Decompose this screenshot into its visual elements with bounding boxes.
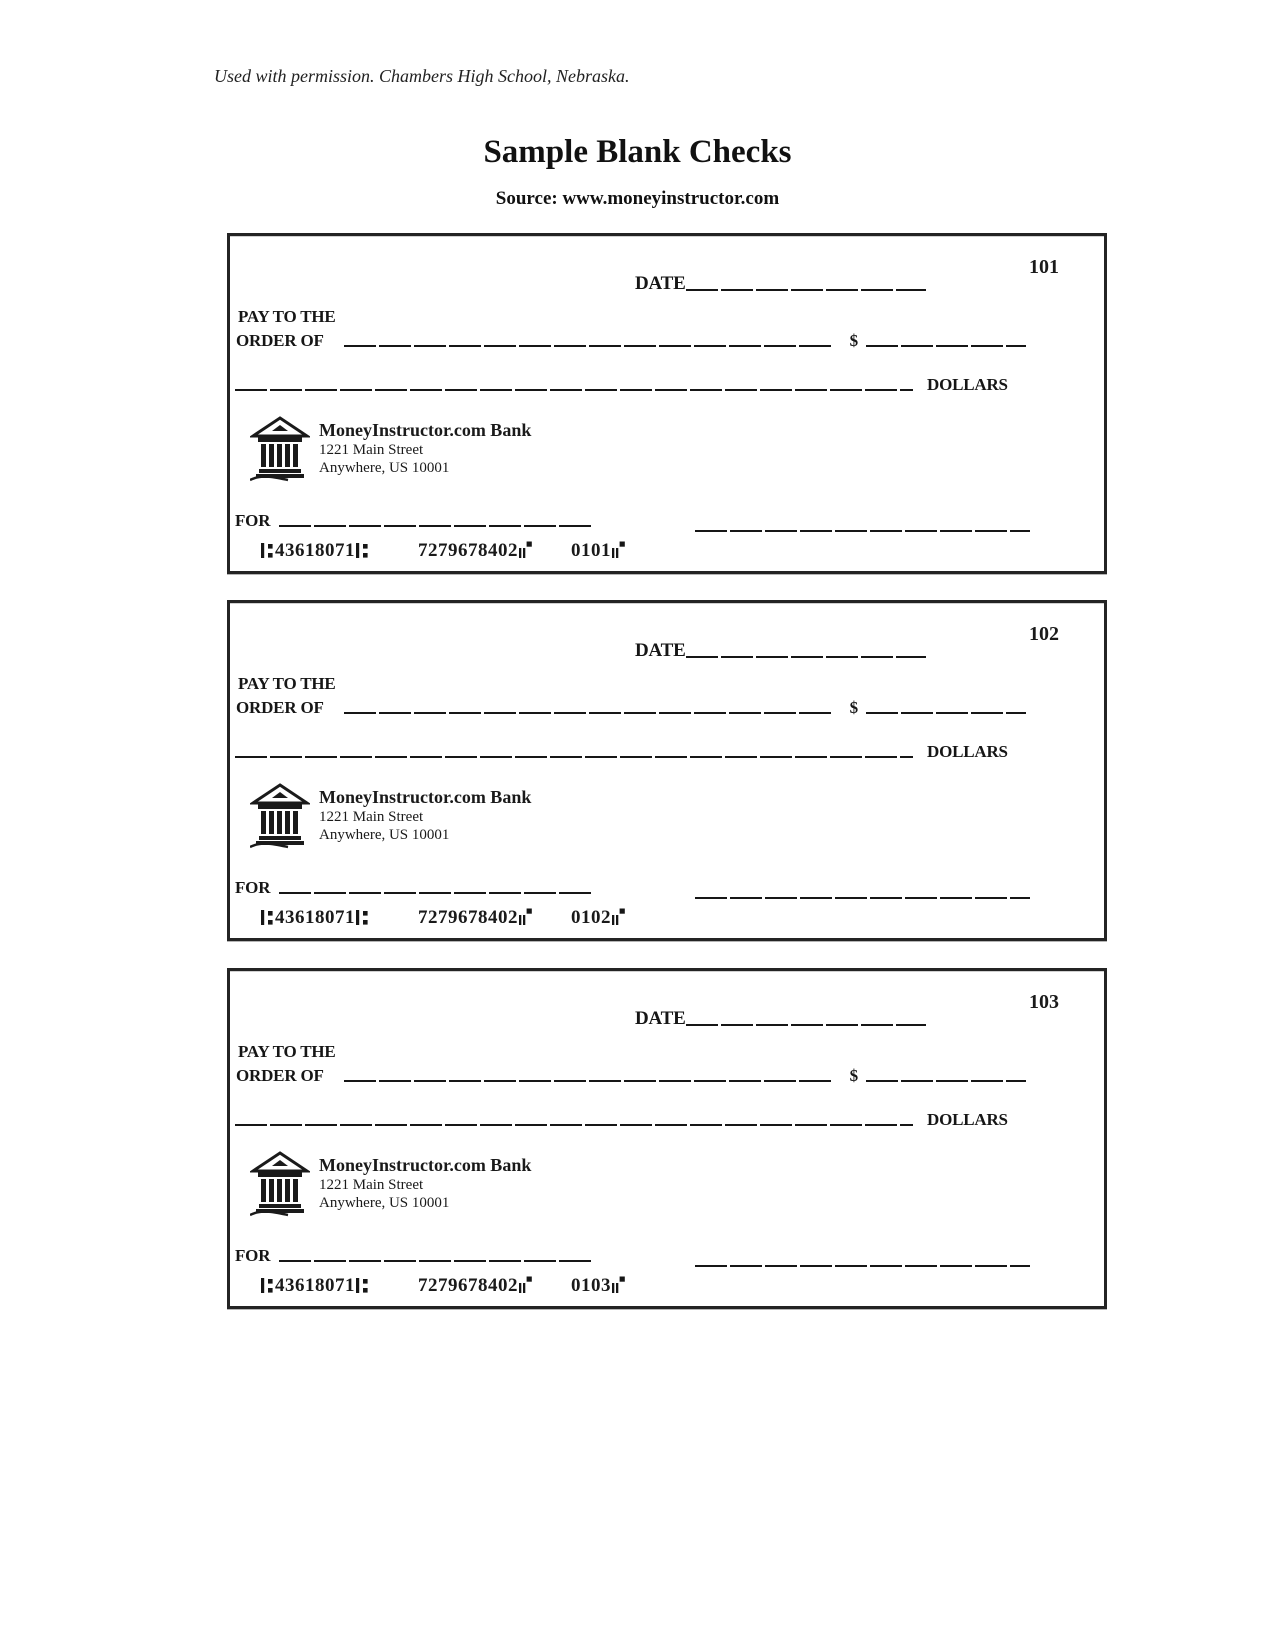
micr-account-group [418,1274,533,1295]
micr-account-number: 7279678402 [418,907,518,928]
date-blank-line [686,1024,926,1026]
micr-onus-icon [518,539,533,560]
written-amount-blank-line [235,1124,913,1126]
date-row [635,274,926,293]
order-of-row [236,1067,1026,1084]
date-label: DATE [635,273,686,294]
micr-account-number: 7279678402 [418,1275,518,1296]
bank-address-line1: 1221 Main Street [319,808,424,825]
bank-block [250,416,531,482]
payee-blank-line [344,345,834,347]
micr-transit-icon [355,540,370,560]
bank-address-line2: Anywhere, US 10001 [319,460,450,477]
micr-row [260,906,626,927]
date-label: DATE [635,640,686,661]
order-of-row [236,699,1026,716]
pay-to-the-label: PAY TO THE [238,1042,336,1061]
micr-transit-icon [355,1275,370,1295]
bank-address-line2: Anywhere, US 10001 [319,827,450,844]
micr-onus-icon [518,906,533,927]
micr-checkno-group [571,1274,626,1295]
source-line: Source: www.moneyinstructor.com [495,188,780,209]
micr-routing-number: 43618071 [275,540,355,561]
page-title: Sample Blank Checks [483,134,792,170]
pay-to-the-label: PAY TO THE [238,307,336,326]
date-row [635,1009,926,1028]
check-1 [227,233,1107,574]
for-label: FOR [235,511,271,530]
signature-blank-line [695,897,1030,899]
micr-routing-group [260,540,370,560]
dollars-label: DOLLARS [927,375,1008,394]
permission-note: Used with permission. Chambers High School, Nebraska. [214,66,630,86]
bank-block [250,783,531,849]
micr-row [260,539,626,560]
bank-address-line1: 1221 Main Street [319,1176,424,1193]
micr-checkno-group [571,539,626,560]
micr-routing-number: 43618071 [275,907,355,928]
date-label: DATE [635,1008,686,1029]
dollars-row [235,376,1008,393]
memo-blank-line [279,525,591,527]
micr-onus-icon [518,1274,533,1295]
memo-blank-line [279,1260,591,1262]
bank-name: MoneyInstructor.com Bank [319,1155,532,1175]
micr-transit-icon [260,907,275,927]
micr-onus-icon [611,1274,626,1295]
micr-routing-group [260,1275,370,1295]
check-number: 102 [1029,623,1059,645]
bank-name: MoneyInstructor.com Bank [319,420,532,440]
memo-blank-line [279,892,591,894]
check-3 [227,968,1107,1309]
order-of-row [236,332,1026,349]
order-of-label: ORDER OF [236,1066,324,1085]
amount-blank-line [866,1080,1026,1082]
order-of-label: ORDER OF [236,698,324,717]
check-number: 103 [1029,991,1059,1013]
micr-routing-group [260,907,370,927]
check-number: 101 [1029,256,1059,278]
micr-check-number: 0101 [571,540,611,561]
dollar-sign: $ [849,698,858,717]
micr-account-group [418,539,533,560]
micr-onus-icon [611,539,626,560]
amount-blank-line [866,712,1026,714]
written-amount-blank-line [235,756,913,758]
micr-checkno-group [571,906,626,927]
bank-building-icon [250,783,310,849]
micr-routing-number: 43618071 [275,1275,355,1296]
for-label: FOR [235,878,271,897]
micr-transit-icon [260,1275,275,1295]
order-of-label: ORDER OF [236,331,324,350]
dollars-row [235,743,1008,760]
written-amount-blank-line [235,389,913,391]
bank-address-line1: 1221 Main Street [319,441,424,458]
bank-name: MoneyInstructor.com Bank [319,787,532,807]
check-2 [227,600,1107,941]
for-row [235,879,591,896]
dollars-label: DOLLARS [927,1110,1008,1129]
signature-blank-line [695,1265,1030,1267]
pay-to-the-label: PAY TO THE [238,674,336,693]
signature-blank-line [695,530,1030,532]
for-row [235,1247,591,1264]
micr-onus-icon [611,906,626,927]
payee-blank-line [344,1080,834,1082]
date-blank-line [686,656,926,658]
micr-row [260,1274,626,1295]
bank-building-icon [250,416,310,482]
for-row [235,512,591,529]
amount-blank-line [866,345,1026,347]
dollar-sign: $ [849,331,858,350]
micr-transit-icon [355,907,370,927]
dollars-row [235,1111,1008,1128]
bank-building-icon [250,1151,310,1217]
micr-account-number: 7279678402 [418,540,518,561]
bank-address-line2: Anywhere, US 10001 [319,1195,450,1212]
date-blank-line [686,289,926,291]
bank-block [250,1151,531,1217]
micr-account-group [418,906,533,927]
micr-transit-icon [260,540,275,560]
for-label: FOR [235,1246,271,1265]
date-row [635,641,926,660]
micr-check-number: 0102 [571,907,611,928]
payee-blank-line [344,712,834,714]
micr-check-number: 0103 [571,1275,611,1296]
dollars-label: DOLLARS [927,742,1008,761]
dollar-sign: $ [849,1066,858,1085]
